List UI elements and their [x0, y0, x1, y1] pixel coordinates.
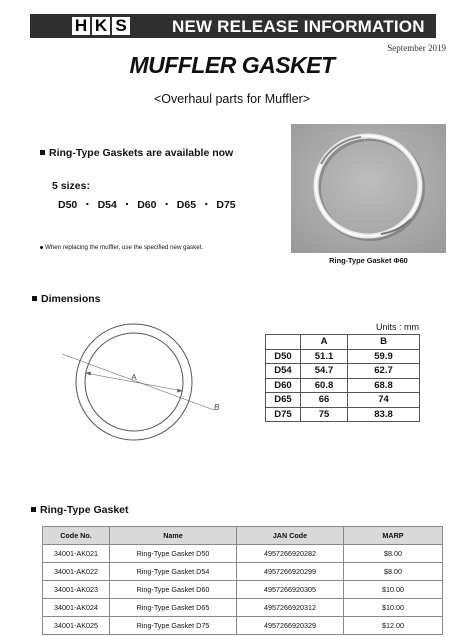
- table-cell: $12.00: [344, 617, 443, 635]
- table-cell: $10.00: [344, 599, 443, 617]
- table-cell: 62.7: [348, 364, 420, 379]
- logo-letter-h: H: [72, 17, 90, 35]
- table-cell: D65: [266, 393, 301, 408]
- header-title: NEW RELEASE INFORMATION: [172, 17, 425, 36]
- units-label: Units : mm: [376, 322, 420, 332]
- table-header-row: [43, 527, 443, 545]
- table-cell: Ring-Type Gasket D75: [110, 617, 237, 635]
- table-cell: 34001-AK021: [43, 545, 110, 563]
- page-subtitle: <Overhaul parts for Muffler>: [153, 92, 311, 106]
- table-header-cell: Code No.: [43, 527, 110, 545]
- table-cell: 4957266920282: [237, 545, 344, 563]
- page-title: MUFFLER GASKET: [129, 52, 335, 78]
- hks-logo: [72, 15, 130, 37]
- replacement-note: [40, 244, 203, 251]
- dimensions-table: [265, 334, 420, 422]
- table-cell: 34001-AK024: [43, 599, 110, 617]
- table-cell: $8.00: [344, 545, 443, 563]
- table-cell: 4957266920299: [237, 563, 344, 581]
- table-cell: 66: [301, 393, 348, 408]
- table-row: [266, 349, 420, 364]
- table-cell: 75: [301, 407, 348, 422]
- table-header-cell: MARP: [344, 527, 443, 545]
- table-cell: 68.8: [348, 378, 420, 393]
- gasket-ring-image: [291, 124, 446, 253]
- diagram-label-b: B: [214, 403, 220, 412]
- square-bullet-icon: [40, 150, 45, 155]
- table-row: [43, 617, 443, 635]
- table-row: [266, 407, 420, 422]
- table-header-cell: JAN Code: [237, 527, 344, 545]
- table-cell: 51.1: [301, 349, 348, 364]
- table-cell: 4957266920305: [237, 581, 344, 599]
- photo-caption: Ring-Type Gasket Φ60: [329, 256, 408, 265]
- gasket-photo: [291, 124, 446, 253]
- table-cell: Ring-Type Gasket D50: [110, 545, 237, 563]
- logo-letter-s: S: [112, 17, 130, 35]
- table-cell: 54.7: [301, 364, 348, 379]
- dot-bullet-icon: [40, 246, 43, 249]
- replacement-note-text: When replacing the muffler, use the specified new gasket.: [45, 244, 204, 251]
- table-cell: 4957266920329: [237, 617, 344, 635]
- table-row: [43, 545, 443, 563]
- dimensions-heading: [32, 293, 101, 305]
- table-header-cell: Name: [110, 527, 237, 545]
- table-cell: 4957266920312: [237, 599, 344, 617]
- table-cell: Ring-Type Gasket D65: [110, 599, 237, 617]
- table-cell: 34001-AK023: [43, 581, 110, 599]
- table-header-cell: [266, 335, 301, 350]
- table-cell: 60.8: [301, 378, 348, 393]
- dimensions-heading-text: Dimensions: [41, 293, 101, 305]
- intro-headline: [40, 147, 233, 159]
- table-cell: 83.8: [348, 407, 420, 422]
- table-cell: 34001-AK025: [43, 617, 110, 635]
- table-cell: D50: [266, 349, 301, 364]
- table-row: [43, 563, 443, 581]
- table-row: [43, 599, 443, 617]
- table-cell: 59.9: [348, 349, 420, 364]
- table-cell: 34001-AK022: [43, 563, 110, 581]
- table-cell: D54: [266, 364, 301, 379]
- diagram-label-a: A: [131, 373, 137, 382]
- sizes-label: 5 sizes:: [52, 180, 90, 192]
- table-header-row: [266, 335, 420, 350]
- table-header-cell: A: [301, 335, 348, 350]
- square-bullet-icon: [32, 296, 37, 301]
- release-date: September 2019: [387, 43, 446, 53]
- products-heading-text: Ring-Type Gasket: [40, 504, 129, 516]
- square-bullet-icon: [31, 507, 36, 512]
- table-header-cell: B: [348, 335, 420, 350]
- logo-letter-k: K: [92, 17, 110, 35]
- products-heading: [31, 504, 129, 516]
- table-row: [266, 378, 420, 393]
- table-row: [43, 581, 443, 599]
- table-cell: D75: [266, 407, 301, 422]
- sizes-list: D50 ・ D54 ・ D60 ・ D65 ・ D75: [58, 199, 236, 211]
- table-cell: Ring-Type Gasket D60: [110, 581, 237, 599]
- table-cell: D60: [266, 378, 301, 393]
- intro-headline-text: Ring-Type Gaskets are available now: [49, 147, 234, 159]
- table-cell: Ring-Type Gasket D54: [110, 563, 237, 581]
- table-row: [266, 364, 420, 379]
- table-cell: $8.00: [344, 563, 443, 581]
- table-cell: 74: [348, 393, 420, 408]
- table-row: [266, 393, 420, 408]
- table-cell: $10.00: [344, 581, 443, 599]
- gasket-dimension-diagram: [58, 320, 238, 450]
- products-table: [42, 526, 443, 635]
